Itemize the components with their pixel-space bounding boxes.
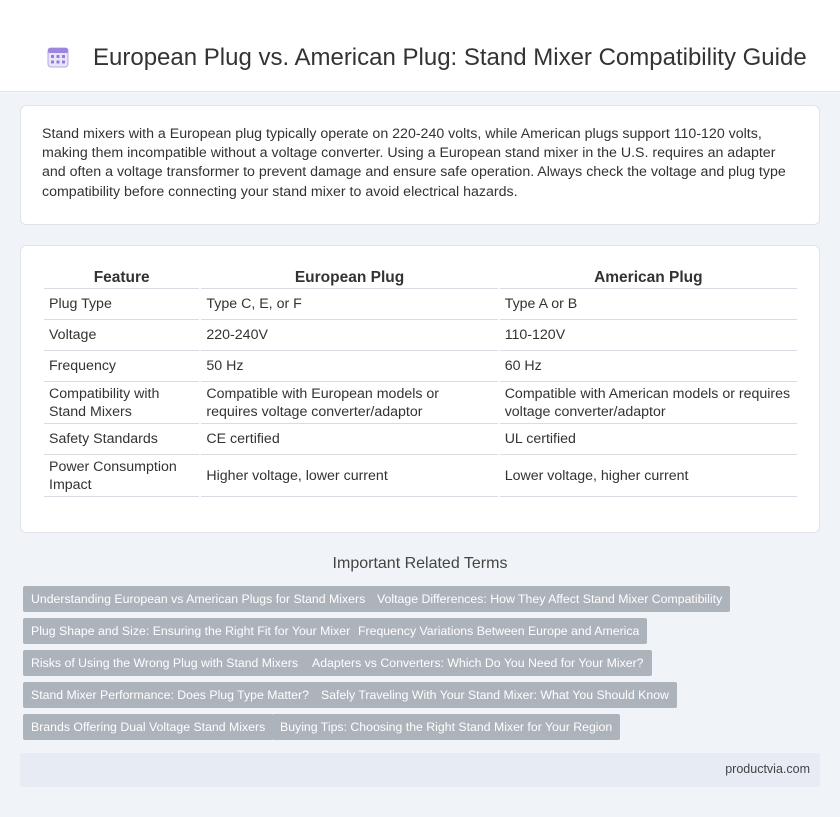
table-row <box>44 289 797 320</box>
related-term-link[interactable]: Understanding European vs American Plugs for Stand Mixers <box>23 586 373 612</box>
related-terms-title: Important Related Terms <box>332 555 508 572</box>
table-cell: 50 Hz <box>201 351 497 382</box>
column-header-american: American Plug <box>500 268 797 289</box>
table-row <box>44 382 797 424</box>
table-cell: Safety Standards <box>44 424 199 455</box>
related-term-link[interactable]: Adapters vs Converters: Which Do You Need for Your Mixer? <box>304 650 652 676</box>
table-cell: 60 Hz <box>500 351 797 382</box>
table-cell: 110-120V <box>500 320 797 351</box>
page-title: European Plug vs. American Plug: Stand Mixer Compatibility Guide <box>93 44 807 71</box>
table-row <box>44 351 797 382</box>
table-cell: Compatibility with Stand Mixers <box>44 382 199 424</box>
table-cell: 220-240V <box>201 320 497 351</box>
table-row <box>44 455 797 497</box>
intro-text: Stand mixers with a European plug typically operate on 220-240 volts, while American plugs support 110-120 volts, making them incompatible without a voltage converter. Using a European stand mixer in the U.S. requires an adapter and often a voltage transformer to prevent damage and ensure safe operation. Always check the voltage and plug type compatibility before connecting your stand mixer to avoid electrical hazards. <box>42 126 786 200</box>
footer-site-name: productvia.com <box>725 762 810 776</box>
related-term-link[interactable]: Risks of Using the Wrong Plug with Stand Mixers <box>23 650 306 676</box>
page-footer <box>20 753 820 787</box>
related-term-link[interactable]: Frequency Variations Between Europe and America <box>350 618 647 644</box>
related-term-link[interactable]: Buying Tips: Choosing the Right Stand Mixer for Your Region <box>272 714 620 740</box>
table-row <box>44 424 797 455</box>
table-cell: Type A or B <box>500 289 797 320</box>
column-header-feature: Feature <box>44 268 199 289</box>
table-cell: CE certified <box>201 424 497 455</box>
table-cell: Frequency <box>44 351 199 382</box>
column-header-european: European Plug <box>201 268 497 289</box>
related-term-link[interactable]: Voltage Differences: How They Affect Stand Mixer Compatibility <box>369 586 730 612</box>
intro-card <box>20 105 820 225</box>
related-term-link[interactable]: Plug Shape and Size: Ensuring the Right Fit for Your Mixer <box>23 618 358 644</box>
table-cell: Type C, E, or F <box>201 289 497 320</box>
table-cell: Plug Type <box>44 289 199 320</box>
comparison-card <box>20 245 820 533</box>
table-cell: Voltage <box>44 320 199 351</box>
related-term-link[interactable]: Brands Offering Dual Voltage Stand Mixers <box>23 714 273 740</box>
calendar-grid-icon <box>47 45 69 69</box>
table-cell: Higher voltage, lower current <box>201 455 497 497</box>
table-cell: Power Consumption Impact <box>44 455 199 497</box>
related-term-link[interactable]: Safely Traveling With Your Stand Mixer: What You Should Know <box>313 682 677 708</box>
table-row <box>44 320 797 351</box>
table-cell: Compatible with European models or requires voltage converter/adaptor <box>201 382 497 424</box>
table-cell: Lower voltage, higher current <box>500 455 797 497</box>
page-header <box>0 0 840 92</box>
table-header-row <box>44 268 797 289</box>
related-term-link[interactable]: Stand Mixer Performance: Does Plug Type Matter? <box>23 682 317 708</box>
comparison-table <box>42 268 799 497</box>
table-cell: UL certified <box>500 424 797 455</box>
table-cell: Compatible with American models or requires voltage converter/adaptor <box>500 382 797 424</box>
